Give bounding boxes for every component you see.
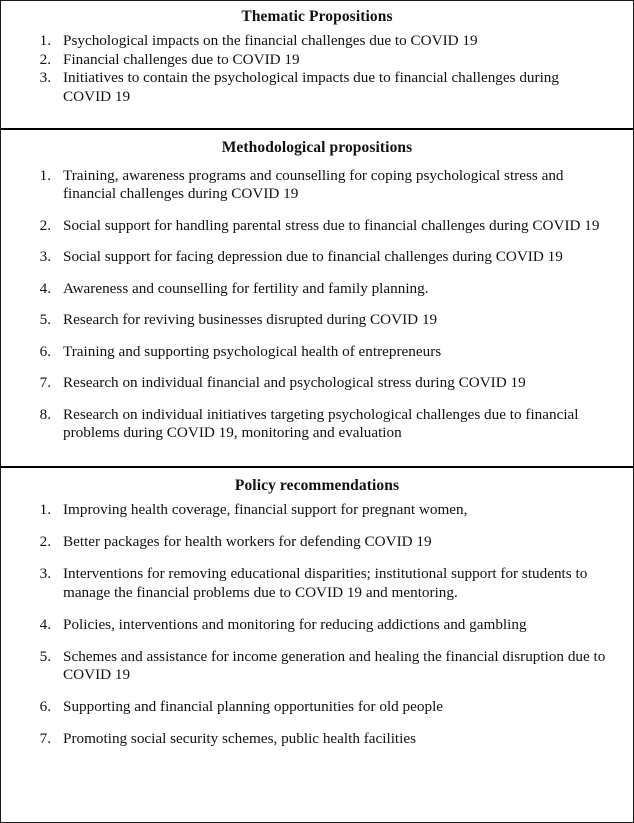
list-item-text: Research for reviving businesses disrupted during COVID 19 <box>63 311 438 329</box>
list-item <box>1 698 633 717</box>
list-item-text: Training, awareness programs and counselling for coping psychological stress and financial challenges during COVID 19 <box>63 166 564 203</box>
list-item <box>1 648 633 685</box>
list-item <box>1 69 633 106</box>
list-item-number: 6. <box>39 342 51 360</box>
list-item-number: 6. <box>39 698 51 716</box>
list-item-number: 3. <box>39 248 51 266</box>
list-item-number: 4. <box>39 279 51 297</box>
section-methodological-propositions <box>1 128 633 465</box>
list-item <box>1 51 633 70</box>
list-item-number: 4. <box>39 615 51 633</box>
list-item-text: Supporting and financial planning opportunities for old people <box>63 698 444 716</box>
list-item-text: Social support for facing depression due to financial challenges during COVID 19 <box>63 248 563 266</box>
list-item-text: Research on individual financial and psychological stress during COVID 19 <box>63 374 526 392</box>
list-item <box>1 616 633 635</box>
list-item-number: 5. <box>39 647 51 665</box>
list-item <box>1 374 633 393</box>
list-item-number: 3. <box>39 565 51 583</box>
list-item-number: 7. <box>39 374 51 392</box>
policy-recommendations-list <box>1 501 633 770</box>
list-item-text: Training and supporting psychological health of entrepreneurs <box>63 342 442 360</box>
section-title: Thematic Propositions <box>241 8 393 25</box>
list-item <box>1 248 633 267</box>
section-policy-recommendations <box>1 466 633 770</box>
list-item-text: Improving health coverage, financial support for pregnant women, <box>63 501 468 519</box>
list-item-text: Initiatives to contain the psychological impacts due to financial challenges during COVID 19 <box>63 69 559 105</box>
section-title: Methodological propositions <box>221 139 413 157</box>
list-item <box>1 311 633 330</box>
list-item <box>1 565 633 602</box>
list-item-text: Social support for handling parental stress due to financial challenges during COVID 19 <box>63 216 600 234</box>
list-item-text: Awareness and counselling for fertility and family planning. <box>63 279 429 297</box>
list-item <box>1 406 633 443</box>
section-thematic-propositions <box>1 1 633 128</box>
list-item-number: 7. <box>39 730 51 748</box>
list-item-number: 5. <box>39 311 51 329</box>
list-item-text: Interventions for removing educational disparities; institutional support for students to manage the financial problems due to COVID 19 and mentoring. <box>63 565 588 601</box>
list-item-number: 1. <box>39 32 51 50</box>
list-item-text: Research on individual initiatives targeting psychological challenges due to financial problems during COVID 19, monitoring and evaluation <box>63 405 579 442</box>
list-item-number: 2. <box>39 216 51 234</box>
list-item-text: Schemes and assistance for income generation and healing the financial disruption due to COVID 19 <box>63 647 606 684</box>
list-item <box>1 501 633 520</box>
list-item-number: 1. <box>39 166 51 184</box>
list-item-text: Financial challenges due to COVID 19 <box>63 50 300 68</box>
list-item <box>1 730 633 749</box>
list-item <box>1 217 633 236</box>
list-item-text: Better packages for health workers for defending COVID 19 <box>63 533 432 551</box>
list-item-number: 2. <box>39 50 51 68</box>
methodological-propositions-list <box>1 167 633 466</box>
list-item <box>1 280 633 299</box>
list-item <box>1 533 633 552</box>
list-item <box>1 167 633 204</box>
list-item-text: Psychological impacts on the financial challenges due to COVID 19 <box>63 32 478 50</box>
section-title: Policy recommendations <box>234 476 400 494</box>
list-item-number: 8. <box>39 405 51 423</box>
list-item-text: Policies, interventions and monitoring for reducing addictions and gambling <box>63 615 527 633</box>
list-item-number: 1. <box>39 501 51 519</box>
list-item-text: Promoting social security schemes, public health facilities <box>63 730 417 748</box>
list-item-number: 3. <box>39 69 51 87</box>
thematic-propositions-list <box>1 32 633 128</box>
list-item-number: 2. <box>39 533 51 551</box>
list-item <box>1 32 633 51</box>
list-item <box>1 343 633 362</box>
